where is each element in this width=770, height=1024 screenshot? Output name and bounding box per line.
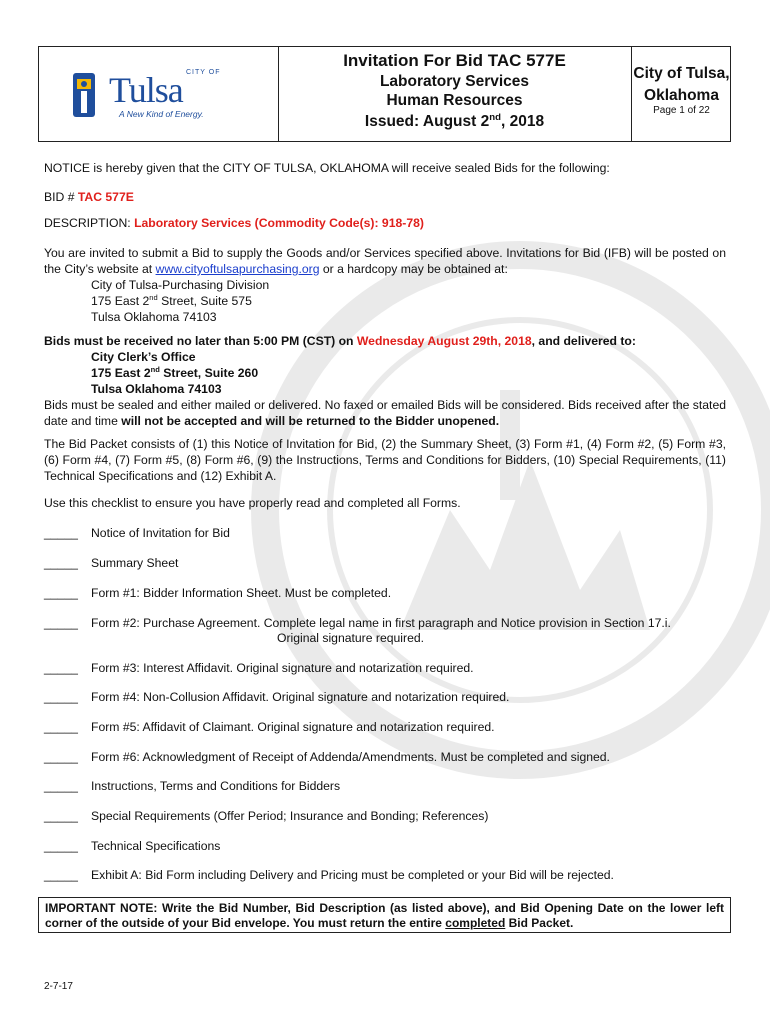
logo-name: Tulsa bbox=[109, 70, 183, 110]
logo-cell bbox=[39, 47, 279, 141]
footer-revision: 2-7-17 bbox=[44, 981, 73, 992]
city-name: City of Tulsa, Oklahoma bbox=[633, 65, 730, 104]
issued-date: Issued: August 2nd, 2018 bbox=[364, 111, 545, 130]
checklist-blank: _____ bbox=[44, 839, 78, 853]
checklist-blank: _____ bbox=[44, 720, 78, 734]
checklist-blank: _____ bbox=[44, 616, 78, 630]
checklist-blank: _____ bbox=[44, 868, 78, 882]
title-line-department: Human Resources bbox=[386, 92, 523, 109]
title-line-services: Laboratory Services bbox=[379, 73, 530, 90]
deadline-paragraph: Bids must be received no later than 5:00 PM (CST) on Wednesday August 29th, 2018, and delivered to: City Clerk’s Office 175 East 2nd Street, Suite 260 Tulsa Oklahoma 74103 Bids must be sealed and either mailed or delivered. No faxed or emailed Bids will be considered. Bids received after the stated date and time will not be accepted and will be returned to the Bidder unopened. bbox=[44, 334, 726, 428]
checklist-blank: _____ bbox=[44, 556, 78, 570]
bid-number: BID # TAC 577E bbox=[44, 190, 134, 204]
bid-title: Invitation For Bid TAC 577E bbox=[343, 51, 566, 70]
description: DESCRIPTION: Laboratory Services (Commodity Code(s): 918-78) bbox=[44, 216, 424, 230]
checklist-blank: _____ bbox=[44, 586, 78, 600]
checklist-blank: _____ bbox=[44, 809, 78, 823]
purchasing-website-link[interactable]: www.cityoftulsapurchasing.org bbox=[155, 262, 320, 276]
city-cell bbox=[631, 47, 731, 141]
important-note: IMPORTANT NOTE: Write the Bid Number, Bid Description (as listed above), and Bid Opening Date on the lower left corner of the outside of your Bid envelope. You must return the entire completed Bid Packet. bbox=[38, 897, 731, 933]
checklist-blank: _____ bbox=[44, 661, 78, 675]
clerk-address: City Clerk’s Office 175 East 2nd Street, Suite 260 Tulsa Oklahoma 74103 bbox=[91, 350, 259, 396]
packet-paragraph: The Bid Packet consists of (1) this Notice of Invitation for Bid, (2) the Summary Sheet, (3) Form #1, (4) Form #2, (5) Form #3, (6) Form #4, (7) Form #5, (8) Form #6, (9) the Instructions, Terms and Conditions for Bidders, (10) Special Requirements, (11) Technical Specifications and (12) Exhibit A. bbox=[44, 437, 726, 483]
logo-city-of: CITY OF bbox=[186, 69, 221, 76]
header-box bbox=[38, 46, 731, 142]
notice-text: NOTICE is hereby given that the CITY OF TULSA, OKLAHOMA will receive sealed Bids for the following: bbox=[44, 161, 610, 175]
checklist-blank: _____ bbox=[44, 690, 78, 704]
page-number: Page 1 of 22 bbox=[653, 105, 710, 116]
checklist-blank: _____ bbox=[44, 526, 78, 540]
title-cell bbox=[278, 47, 631, 141]
purchasing-address: City of Tulsa-Purchasing Division 175 East 2nd Street, Suite 575 Tulsa Oklahoma 74103 bbox=[91, 278, 270, 324]
invite-paragraph: You are invited to submit a Bid to supply the Goods and/or Services specified above. Invitations for Bid (IFB) will be posted on the City’s website at www.cityoftulsapurchasing.org or a hardcopy may be obtained at: City of Tulsa-Purchasing Division 175 East 2nd Street, Suite 575 Tulsa Oklahoma 74103 bbox=[44, 246, 726, 324]
checklist-blank: _____ bbox=[44, 779, 78, 793]
checklist-intro: Use this checklist to ensure you have properly read and completed all Forms. bbox=[44, 496, 461, 510]
logo-tagline: A New Kind of Energy. bbox=[119, 109, 204, 119]
checklist-blank: _____ bbox=[44, 750, 78, 764]
